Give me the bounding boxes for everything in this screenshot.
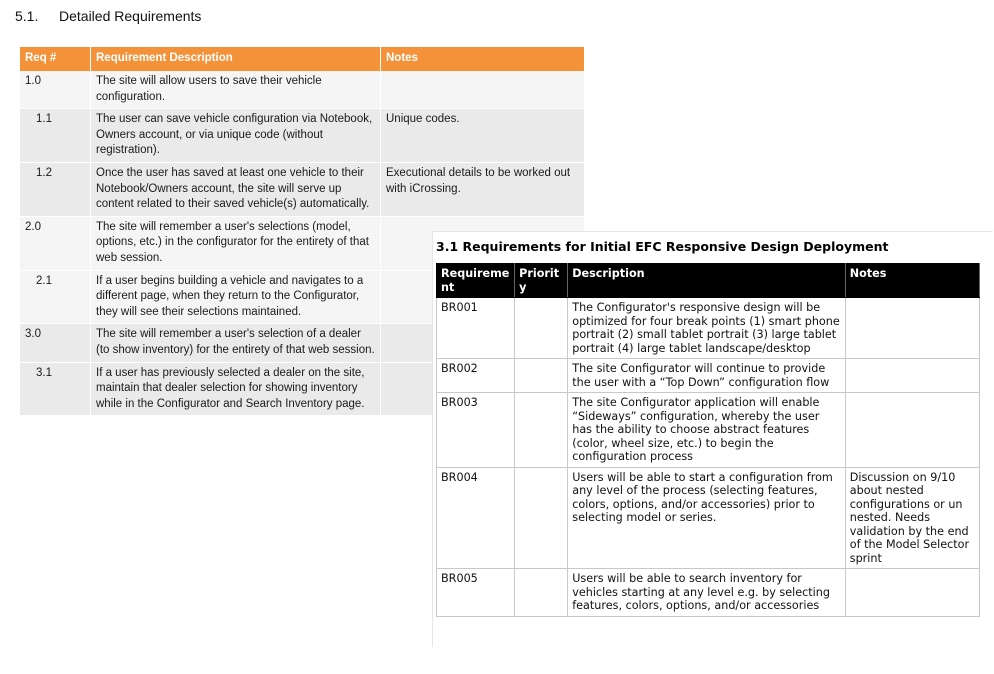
table-row	[20, 109, 585, 163]
table-row	[437, 359, 980, 393]
req-description: The user can save vehicle configuration via Notebook, Owners account, or via unique code (without registration).	[91, 109, 381, 163]
requirement-id: BR005	[437, 569, 515, 617]
requirement-description: The site Configurator will continue to provide the user with a “Top Down” configuration flow	[568, 359, 846, 393]
req-number: 3.1	[20, 362, 91, 416]
header-notes: Notes	[845, 264, 979, 298]
requirement-description: The site Configurator application will enable “Sideways” configuration, whereby the user has the ability to choose abstract features (color, wheel size, etc.) to begin the configuration process	[568, 393, 846, 468]
req-number: 1.2	[20, 162, 91, 216]
req-description: The site will allow users to save their vehicle configuration.	[91, 71, 381, 109]
table-row	[20, 162, 585, 216]
section-title: Detailed Requirements	[59, 8, 202, 24]
requirement-priority	[515, 359, 568, 393]
efc-requirements-document	[433, 232, 994, 648]
requirement-priority	[515, 467, 568, 569]
req-notes: Executional details to be worked out with iCrossing.	[381, 162, 585, 216]
req-number: 2.0	[20, 216, 91, 270]
efc-requirements-table	[436, 263, 980, 617]
requirement-id: BR001	[437, 298, 515, 359]
requirement-priority	[515, 569, 568, 617]
requirement-priority	[515, 393, 568, 468]
requirement-description: Users will be able to search inventory for vehicles starting at any level e.g. by selecting features, colors, options, and/or accessories	[568, 569, 846, 617]
requirement-description: The Configurator's responsive design will be optimized for four break points (1) smart phone portrait (2) small tablet portrait (3) large tablet portrait (4) large tablet landscape/desktop	[568, 298, 846, 359]
efc-requirements-title: 3.1 Requirements for Initial EFC Responsive Design Deployment	[436, 239, 889, 254]
requirement-notes	[845, 298, 979, 359]
requirement-notes	[845, 359, 979, 393]
req-notes	[381, 71, 585, 109]
header-requirement-description: Requirement Description	[91, 47, 381, 71]
req-description: If a user begins building a vehicle and navigates to a different page, when they return to the Configurator, they will see their selections maintained.	[91, 270, 381, 324]
requirement-priority	[515, 298, 568, 359]
table-header-row	[20, 47, 585, 71]
table-row	[437, 467, 980, 569]
requirement-id: BR004	[437, 467, 515, 569]
requirement-notes	[845, 569, 979, 617]
table-row	[437, 298, 980, 359]
requirement-description: Users will be able to start a configuration from any level of the process (selecting features, colors, options, and/or accessories) prior to selecting model or series.	[568, 467, 846, 569]
table-row	[20, 71, 585, 109]
req-notes: Unique codes.	[381, 109, 585, 163]
req-number: 3.0	[20, 324, 91, 362]
req-description: If a user has previously selected a dealer on the site, maintain that dealer selection for showing inventory while in the Configurator and Search Inventory page.	[91, 362, 381, 416]
header-requirement: Requireme nt	[437, 264, 515, 298]
table-header-row	[437, 264, 980, 298]
requirement-id: BR002	[437, 359, 515, 393]
header-description: Description	[568, 264, 846, 298]
table-row	[437, 393, 980, 468]
requirement-id: BR003	[437, 393, 515, 468]
header-req-number: Req #	[20, 47, 91, 71]
table-row	[437, 569, 980, 617]
requirement-notes: Discussion on 9/10 about nested configurations or un nested. Needs validation by the end of the Model Selector sprint	[845, 467, 979, 569]
req-number: 1.1	[20, 109, 91, 163]
req-description: The site will remember a user's selections (model, options, etc.) in the configurator for the entirety of that web session.	[91, 216, 381, 270]
req-number: 2.1	[20, 270, 91, 324]
req-number: 1.0	[20, 71, 91, 109]
section-number: 5.1.	[15, 8, 39, 24]
header-notes: Notes	[381, 47, 585, 71]
req-description: The site will remember a user's selection of a dealer (to show inventory) for the entirety of that web session.	[91, 324, 381, 362]
section-heading	[15, 8, 201, 24]
req-description: Once the user has saved at least one vehicle to their Notebook/Owners account, the site will serve up content related to their saved vehicle(s) automatically.	[91, 162, 381, 216]
requirement-notes	[845, 393, 979, 468]
header-priority: Priorit y	[515, 264, 568, 298]
